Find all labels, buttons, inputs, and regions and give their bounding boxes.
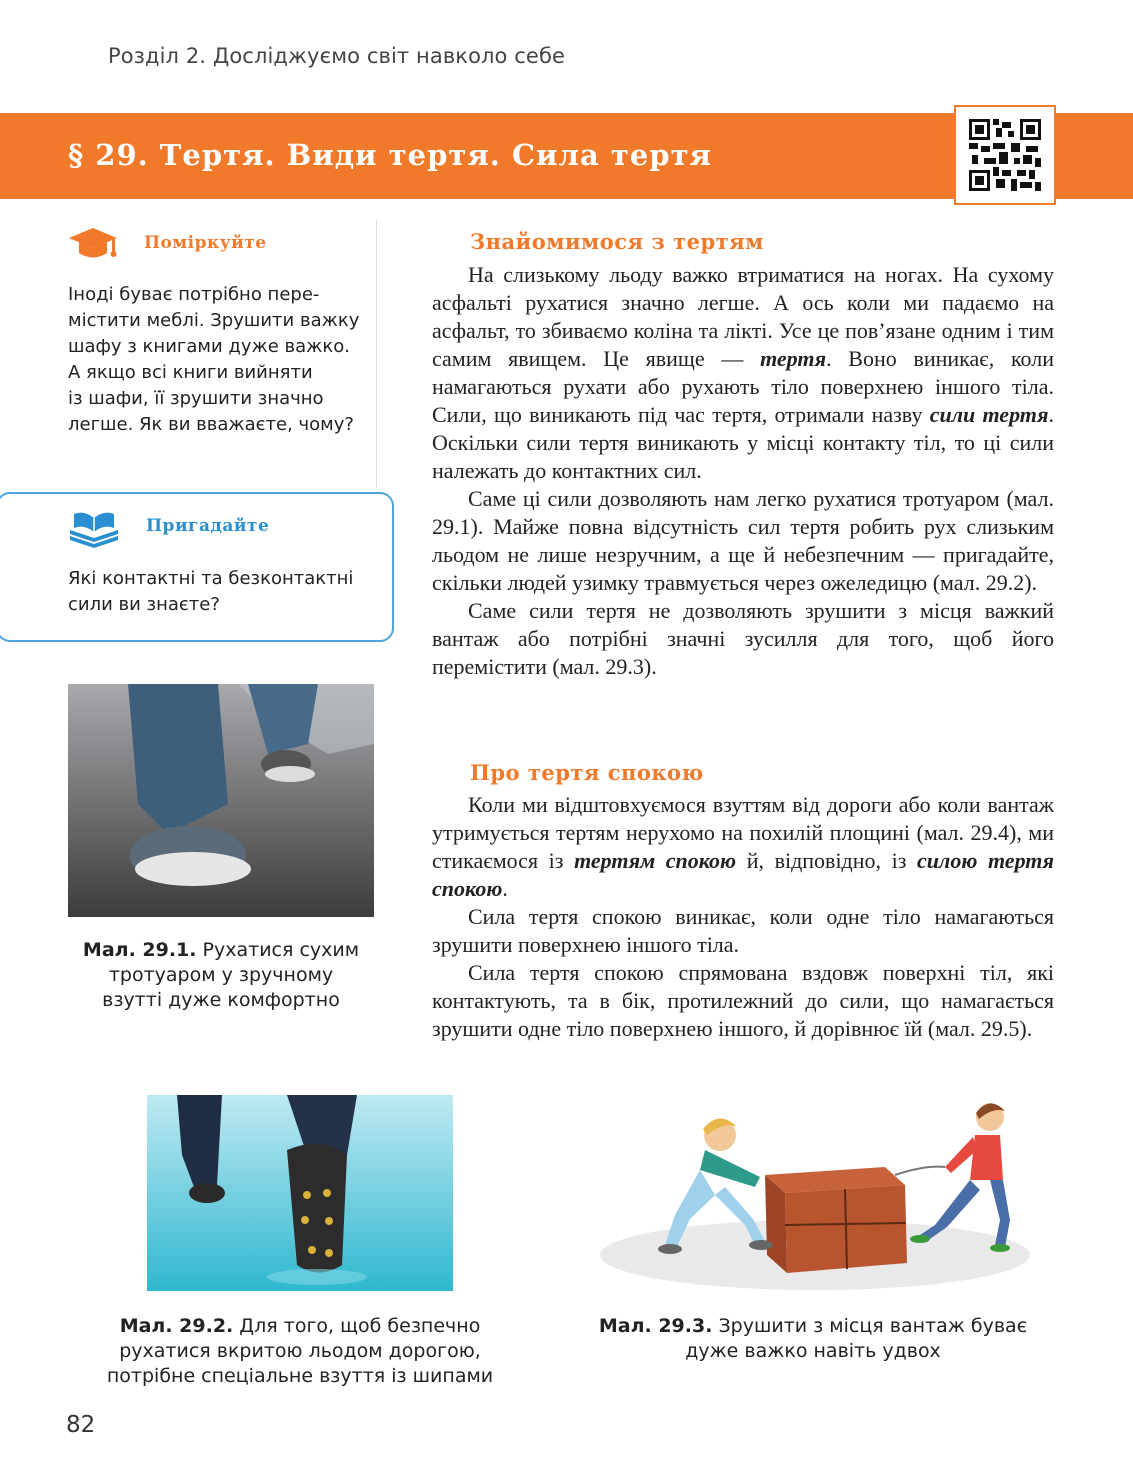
- figure-label: Мал. 29.3.: [598, 1315, 713, 1337]
- figure-29-2-caption: Мал. 29.2. Для того, щоб безпечно рухатися вкритою льодом дорогою, потрібне спеціальне взуття із шипами: [106, 1315, 494, 1387]
- recall-text: [68, 566, 378, 618]
- figure-29-2-photo: [147, 1095, 453, 1291]
- section2-body: [432, 791, 1054, 1043]
- paragraph: На слизькому льоду важко втриматися на ногах. На сухому асфальті рухатися значно легше. А ось коли ми падаємо на асфальт, то збиваємо коліна та лікті. Усе це пов’язане одним і тим самим явищем. Це явище — тертя. Воно виникає, коли намагаються рухати або рухають тіло поверхнею іншого тіла. Сили, що виникають під час тертя, отримали назву сили тертя. Оскільки сили тертя виникають у місці контакту тіл, то ці сили належать до контактних сил.: [432, 262, 1054, 483]
- page-title: § 29. Тертя. Види тертя. Сила тертя: [68, 138, 712, 172]
- paragraph: Коли ми відштовхуємося взуттям від дороги або коли вантаж утримується тертям нерухомо на похилій площині (мал. 29.4), ми стикаємося із тертям спокою й, відповідно, із силою тертя спокою.: [432, 792, 1054, 901]
- think-line: А якщо всі книги вийняти: [68, 362, 313, 383]
- figure-29-3-caption: Мал. 29.3. Зрушити з місця вантаж буває дуже важко навіть удвох: [598, 1315, 1028, 1362]
- paragraph: Саме ці сили дозволяють нам легко рухатися тротуаром (мал. 29.1). Майже повна відсутність сил тертя робить рух слизьким льодом не лише незручним, а ще й небезпечним — пригадайте, скільки людей узимку травмується через ожеледицю (мал. 29.2).: [432, 486, 1054, 595]
- recall-line: Які контактні та безконтактні: [68, 568, 354, 589]
- paragraph: Сила тертя спокою виникає, коли одне тіло намагаються зрушити поверхнею іншого тіла.: [432, 904, 1054, 957]
- term: сили тертя: [929, 402, 1049, 427]
- think-text: [68, 282, 368, 438]
- section-heading-static-friction: Про тертя спокою: [470, 760, 704, 785]
- think-line: містити меблі. Зрушити важку: [68, 310, 360, 331]
- recall-heading: Пригадайте: [146, 516, 270, 536]
- paragraph: Саме сили тертя не дозволяють зрушити з місця важкий вантаж або потрібні значні зусилля для того, щоб його перемістити (мал. 29.3).: [432, 598, 1054, 679]
- paragraph: Сила тертя спокою спрямована вздовж поверхні тіл, які контактують, та в бік, протилежний до сили, що намагається зрушити одне тіло поверхнею іншого, й дорівнює їй (мал. 29.5).: [432, 960, 1054, 1041]
- think-line: Іноді буває потрібно пере-: [68, 284, 320, 305]
- section-heading-friction: Знайомимося з тертям: [470, 229, 764, 254]
- term: тертям спокою: [574, 848, 737, 873]
- figure-label: Мал. 29.2.: [119, 1315, 234, 1337]
- think-heading: Поміркуйте: [144, 233, 267, 253]
- think-line: шафу з книгами дуже важко.: [68, 336, 350, 357]
- books-icon: [68, 508, 120, 548]
- think-line: легше. Як ви вважаєте, чому?: [68, 414, 354, 435]
- figure-29-3-illustration: [595, 1095, 1035, 1295]
- figure-29-1-caption: Мал. 29.1. Рухатися сухим тротуаром у зручному взутті дуже комфортно: [82, 939, 360, 1011]
- term: тертя: [760, 346, 827, 371]
- think-line: із шафи, її зрушити значно: [68, 388, 324, 409]
- graduation-cap-icon: [68, 226, 118, 262]
- running-head: Розділ 2. Досліджуємо світ навколо себе: [108, 44, 566, 68]
- figure-29-1-photo: [68, 684, 374, 917]
- qr-code-icon[interactable]: [969, 119, 1041, 191]
- figure-label: Мал. 29.1.: [82, 939, 197, 961]
- term: силою тертя спокою: [432, 848, 1054, 901]
- recall-line: сили ви знаєте?: [68, 594, 220, 615]
- page-number: 82: [66, 1412, 96, 1438]
- section1-body: [432, 261, 1054, 681]
